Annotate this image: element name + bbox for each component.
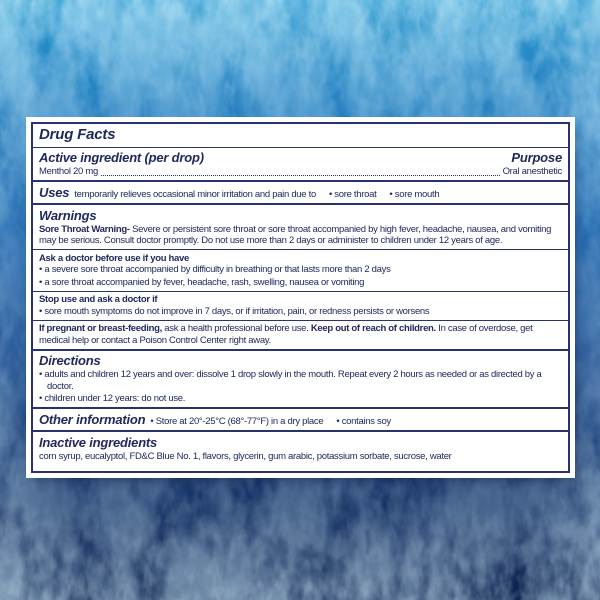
drug-facts-panel bbox=[31, 122, 570, 473]
sore-throat-warning-label: Sore Throat Warning- bbox=[39, 223, 130, 235]
uses-bullet: • sore mouth bbox=[389, 188, 440, 200]
directions-bullet: • adults and children 12 years and over: dissolve 1 drop slowly in the mouth. Repeat every 2 hours as needed or as directed by a doctor. bbox=[39, 369, 542, 392]
uses-text: temporarily relieves occasional minor irritation and pain due to bbox=[74, 188, 316, 200]
section-divider bbox=[33, 180, 568, 182]
directions-bullet: • children under 12 years: do not use. bbox=[39, 393, 186, 404]
pregnancy-warning bbox=[39, 323, 562, 346]
pregnancy-text: ask a health professional before use. bbox=[161, 323, 311, 334]
purpose-value: Oral anesthetic bbox=[502, 166, 562, 177]
ask-doctor-heading: Ask a doctor before use if you have bbox=[39, 252, 189, 264]
uses-heading: Uses bbox=[39, 184, 70, 200]
section-divider bbox=[33, 147, 568, 148]
uses-bullet: • sore throat bbox=[328, 188, 377, 200]
sore-throat-warning-text: Severe or persistent sore throat or sore throat accompanied by high fever, headache, nausea, and vomiting may be serious. Consult doctor promptly. Do not use more than 2 days or administer to children under 12 years of age. bbox=[39, 223, 552, 246]
ingredient-name: Menthol 20 mg bbox=[39, 166, 98, 177]
section-divider bbox=[33, 407, 568, 409]
stop-use-heading: Stop use and ask a doctor if bbox=[39, 294, 158, 305]
active-ingredient-row bbox=[39, 166, 562, 178]
stop-use-bullet: • sore mouth symptoms do not improve in 7 days, or if irritation, pain, or redness persists or worsens bbox=[39, 305, 430, 317]
pregnancy-label: If pregnant or breast-feeding, bbox=[39, 323, 162, 334]
subsection-divider bbox=[33, 320, 568, 321]
storage-item: • Store at 20°-25°C (68°-77°F) in a dry place bbox=[150, 415, 324, 427]
inactive-ingredients-heading: Inactive ingredients bbox=[39, 434, 158, 450]
active-ingredient-header-row bbox=[39, 150, 562, 166]
purpose-heading: Purpose bbox=[511, 150, 562, 165]
directions-heading: Directions bbox=[39, 353, 101, 368]
section-divider bbox=[33, 203, 568, 205]
section-divider bbox=[33, 349, 568, 351]
sore-throat-warning bbox=[39, 224, 562, 247]
ask-doctor-bullet: • a sore throat accompanied by fever, headache, rash, swelling, nausea or vomiting bbox=[39, 276, 365, 288]
overdose-text: In case of overdose, get medical help or contact a Poison Control Center right away. bbox=[39, 323, 533, 346]
active-ingredient-heading: Active ingredient (per drop) bbox=[39, 150, 204, 165]
subsection-divider bbox=[33, 291, 568, 292]
contains-soy-item: • contains soy bbox=[336, 415, 391, 427]
warnings-heading: Warnings bbox=[39, 207, 97, 223]
dotted-leader bbox=[101, 175, 500, 176]
keep-out-of-reach-label: Keep out of reach of children. bbox=[310, 323, 436, 334]
subsection-divider bbox=[33, 249, 568, 250]
other-information-row bbox=[39, 412, 562, 428]
drug-facts-title: Drug Facts bbox=[39, 126, 116, 143]
other-information-heading: Other information bbox=[39, 411, 146, 427]
section-divider bbox=[33, 430, 568, 432]
inactive-ingredients-list: corn syrup, eucalyptol, FD&C Blue No. 1, flavors, glycerin, gum arabic, potassium sorbate, sucrose, water bbox=[39, 450, 452, 462]
uses-row bbox=[39, 185, 562, 201]
ask-doctor-bullet: • a severe sore throat accompanied by difficulty in breathing or that lasts more than 2 days bbox=[39, 264, 391, 275]
